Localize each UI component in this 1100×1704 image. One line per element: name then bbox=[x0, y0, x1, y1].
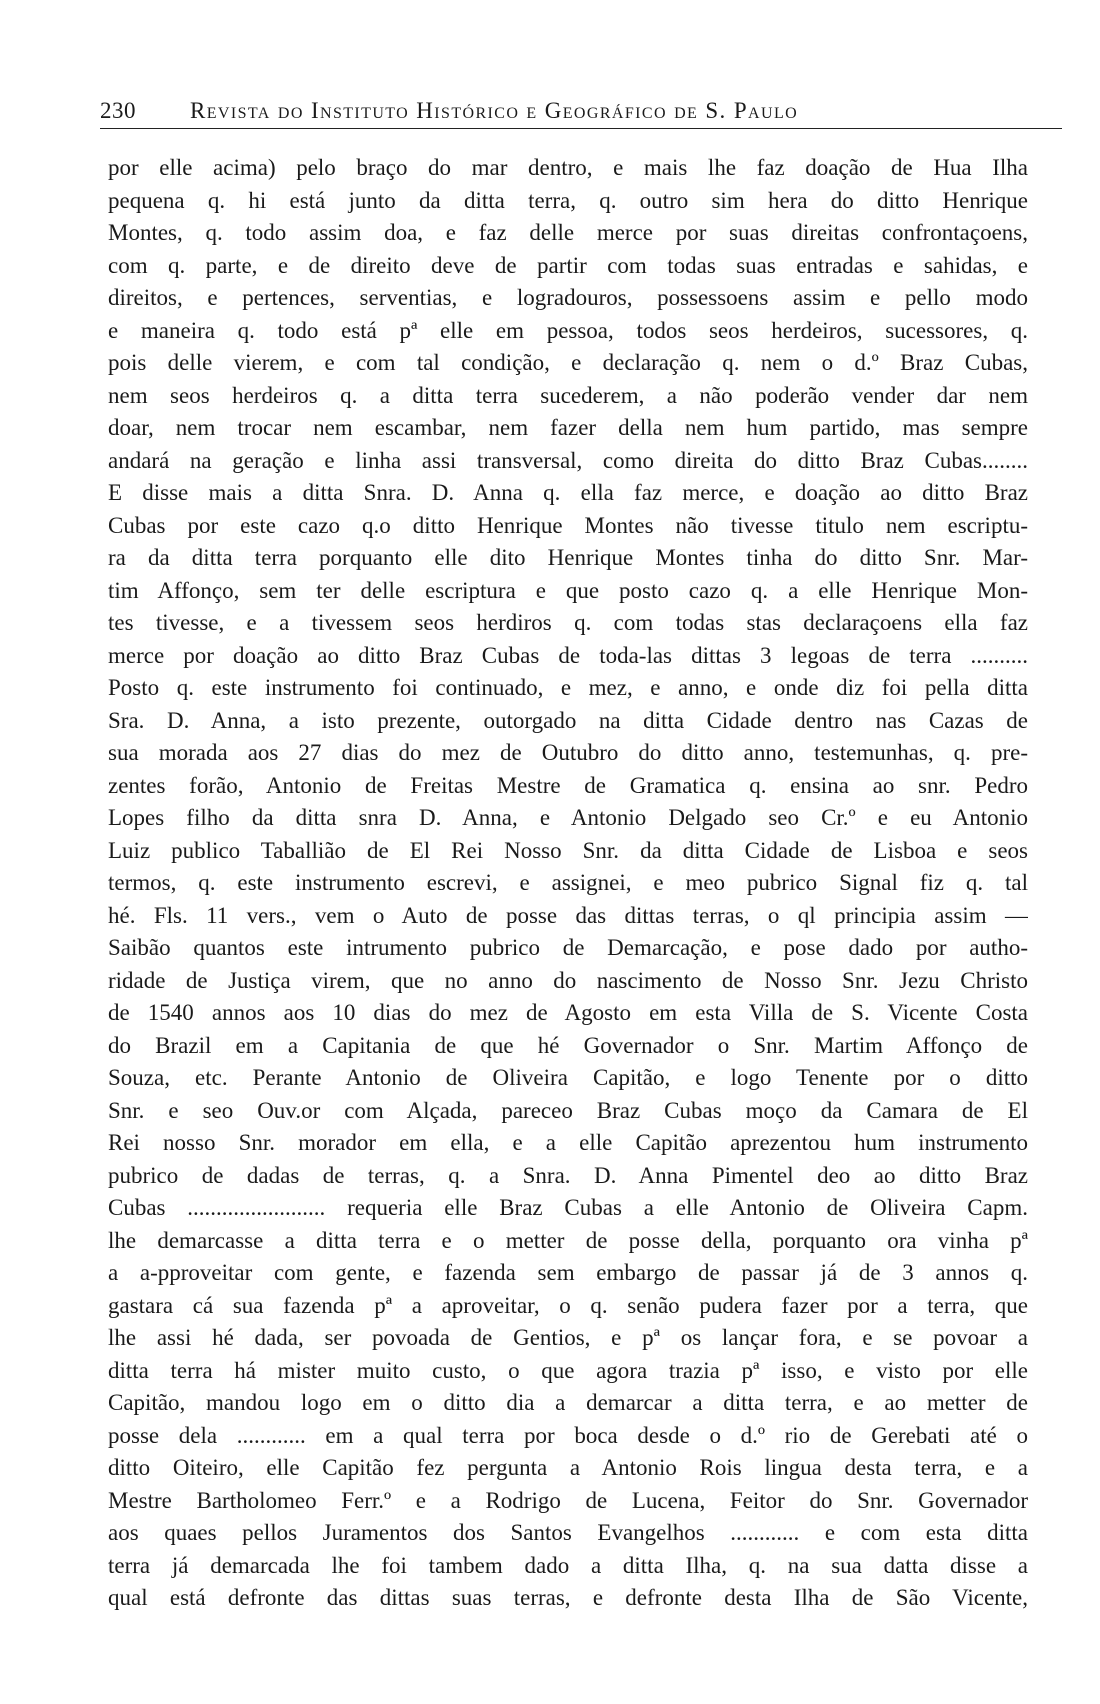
text-line: tim Affonço, sem ter delle escriptura e que posto cazo q. a elle Henrique Mon- bbox=[108, 577, 1028, 603]
text-line: pubrico de dadas de terras, q. a Snra. D. Anna Pimentel deo ao ditto Braz bbox=[108, 1162, 1028, 1188]
text-line: E disse mais a ditta Snra. D. Anna q. ella faz merce, e doação ao ditto Braz bbox=[108, 480, 1028, 505]
text-line: nem seos herdeiros q. a ditta terra sucederem, a não poderão vender dar nem bbox=[108, 382, 1028, 408]
text-line: gastara cá sua fazenda pª a aproveitar, o q. senão pudera fazer por a terra, que bbox=[108, 1292, 1028, 1318]
text-line: ridade de Justiça virem, que no anno do nascimento de Nosso Snr. Jezu Christo bbox=[108, 967, 1028, 993]
text-line: a a-pproveitar com gente, e fazenda sem embargo de passar já de 3 annos q. bbox=[108, 1260, 1028, 1285]
text-line: andará na geração e linha assi transversal, como direita do ditto Braz Cubas........ bbox=[108, 447, 1028, 473]
page-number: 230 bbox=[100, 98, 136, 123]
text-line: termos, q. este instrumento escrevi, e assignei, e meo pubrico Signal fiz q. tal bbox=[108, 870, 1028, 895]
text-line: lhe demarcasse a ditta terra e o metter de posse della, porquanto ora vinha pª bbox=[108, 1227, 1028, 1253]
text-line: doar, nem trocar nem escambar, nem fazer della nem hum partido, mas sempre bbox=[108, 415, 1028, 440]
running-head bbox=[100, 98, 1062, 129]
body-text bbox=[108, 152, 1028, 1615]
text-line: pois delle vierem, e com tal condição, e declaração q. nem o d.º Braz Cubas, bbox=[108, 350, 1028, 375]
text-line: Capitão, mandou logo em o ditto dia a demarcar a ditta terra, e ao metter de bbox=[108, 1390, 1028, 1415]
text-line: e maneira q. todo está pª elle em pessoa, todos seos herdeiros, sucessores, q. bbox=[108, 317, 1028, 343]
text-line: ditto Oiteiro, elle Capitão fez pergunta a Antonio Rois lingua desta terra, e a bbox=[108, 1455, 1028, 1480]
text-line: por elle acima) pelo braço do mar dentro, e mais lhe faz doação de Hua Ilha bbox=[108, 155, 1028, 180]
text-line: Mestre Bartholomeo Ferr.º e a Rodrigo de Lucena, Feitor do Snr. Governador bbox=[108, 1487, 1028, 1513]
text-line: terra já demarcada lhe foi tambem dado a ditta Ilha, q. na sua datta disse a bbox=[108, 1552, 1028, 1578]
text-line: Cubas por este cazo q.o ditto Henrique Montes não tivesse titulo nem escriptu- bbox=[108, 512, 1028, 538]
text-line: do Brazil em a Capitania de que hé Governador o Snr. Martim Affonço de bbox=[108, 1032, 1028, 1058]
text-line: Posto q. este instrumento foi continuado, e mez, e anno, e onde diz foi pella ditta bbox=[108, 675, 1028, 700]
text-line: com q. parte, e de direito deve de partir com todas suas entradas e sahidas, e bbox=[108, 252, 1028, 278]
text-line: de 1540 annos aos 10 dias do mez de Agosto em esta Villa de S. Vicente Costa bbox=[108, 1000, 1028, 1025]
text-line: ditta terra há mister muito custo, o que agora trazia pª isso, e visto por elle bbox=[108, 1357, 1028, 1383]
text-line: Montes, q. todo assim doa, e faz delle merce por suas direitas confrontaçoens, bbox=[108, 220, 1028, 245]
text-line: Cubas ........................ requeria elle Braz Cubas a elle Antonio de Oliveira Capm. bbox=[108, 1195, 1028, 1220]
text-line: Snr. e seo Ouv.or com Alçada, pareceo Braz Cubas moço da Camara de El bbox=[108, 1097, 1028, 1123]
text-line: hé. Fls. 11 vers., vem o Auto de posse das dittas terras, o ql principia assim — bbox=[108, 902, 1028, 928]
text-line: aos quaes pellos Juramentos dos Santos Evangelhos ............ e com esta ditta bbox=[108, 1520, 1028, 1545]
text-line: zentes forão, Antonio de Freitas Mestre de Gramatica q. ensina ao snr. Pedro bbox=[108, 772, 1028, 798]
text-line: sua morada aos 27 dias do mez de Outubro do ditto anno, testemunhas, q. pre- bbox=[108, 740, 1028, 765]
text-line: merce por doação ao ditto Braz Cubas de toda-las dittas 3 legoas de terra .......... bbox=[108, 642, 1028, 668]
text-line: Saibão quantos este intrumento pubrico de Demarcação, e pose dado por autho- bbox=[108, 935, 1028, 960]
text-line: Souza, etc. Perante Antonio de Oliveira Capitão, e logo Tenente por o ditto bbox=[108, 1065, 1028, 1090]
text-line: Lopes filho da ditta snra D. Anna, e Antonio Delgado seo Cr.º e eu Antonio bbox=[108, 805, 1028, 830]
text-line: ra da ditta terra porquanto elle dito Henrique Montes tinha do ditto Snr. Mar- bbox=[108, 545, 1028, 570]
text-line: direitos, e pertences, serventias, e logradouros, possessoens assim e pello modo bbox=[108, 285, 1028, 310]
text-line: Sra. D. Anna, a isto prezente, outorgado na ditta Cidade dentro nas Cazas de bbox=[108, 707, 1028, 733]
text-line: tes tivesse, e a tivessem seos herdiros q. com todas stas declaraçoens ella faz bbox=[108, 610, 1028, 635]
text-line: qual está defronte das dittas suas terras, e defronte desta Ilha de São Vicente, bbox=[108, 1585, 1028, 1610]
journal-title: Revista do Instituto Histórico e Geográfico de S. Paulo bbox=[190, 98, 799, 123]
text-line: lhe assi hé dada, ser povoada de Gentios, e pª os lançar fora, e se povoar a bbox=[108, 1325, 1028, 1350]
text-line: Luiz publico Taballião de El Rei Nosso Snr. da ditta Cidade de Lisboa e seos bbox=[108, 837, 1028, 863]
text-line: Rei nosso Snr. morador em ella, e a elle Capitão aprezentou hum instrumento bbox=[108, 1130, 1028, 1155]
text-line: posse dela ............ em a qual terra por boca desde o d.º rio de Gerebati até o bbox=[108, 1422, 1028, 1448]
text-line: pequena q. hi está junto da ditta terra, q. outro sim hera do ditto Henrique bbox=[108, 187, 1028, 213]
